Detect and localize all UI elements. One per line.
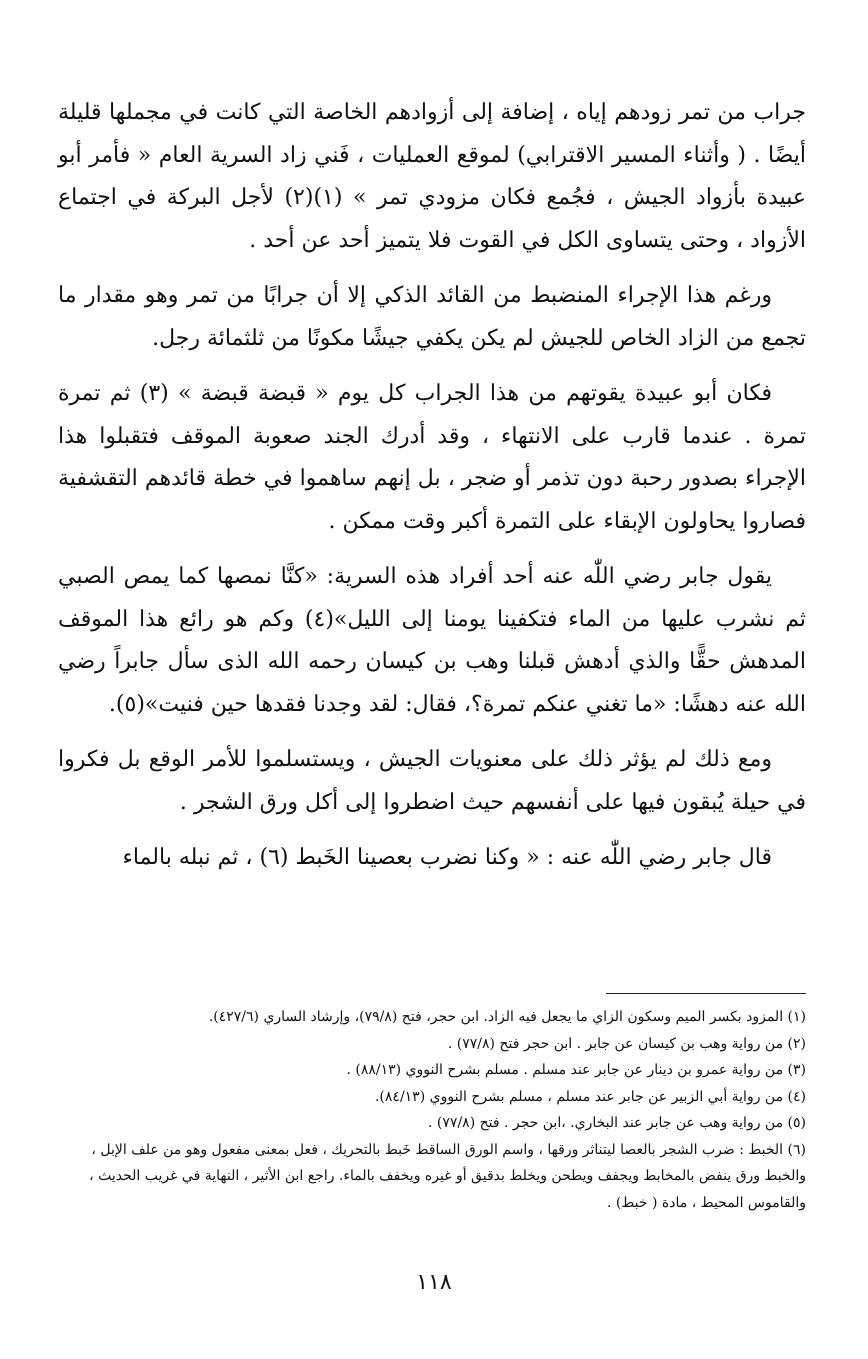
footnote-6: (٦) الخبط : ضرب الشجر بالعصا ليتناثر ورقها ، واسم الورق الساقط خَبط بالتحريك ، فعل بمعنى مفعول وهو من علف الإبل ، والخبط ورق ينفض بالمخابط ويجفف ويطحن ويخلط بدقيق أو غيره ويخفف بالماء. راجع ابن الأثير ، النهاية في غريب الحديث ، والقاموس المحيط ، مادة ( خبط) . <box>89 1141 806 1211</box>
paragraph-1: جراب من تمر زودهم إياه ، إضافة إلى أزوادهم الخاصة التي كانت في مجملها قليلة أيضًا . ( وأثناء المسير الاقترابي) لموقع العمليات ، فَني زاد السرية العام « فأمر أبو عبيدة بأزواد الجيش ، فجُمع فكان مزودي تمر » (١)(٢) لأجل البركة في اجتماع الأزواد ، وحتى يتساوى الكل في القوت فلا يتميز أحد عن أحد . <box>58 100 806 253</box>
page-number: ١١٨ <box>416 1270 452 1295</box>
paragraph-3: فكان أبو عبيدة يقوتهم من هذا الجراب كل يوم « قبضة قبضة » (٣) ثم تمرة تمرة . عندما قارب على الانتهاء ، وقد أدرك الجند صعوبة الموقف فتقبلوا هذا الإجراء بصدور رحبة دون تذمر أو ضجر ، بل إنهم ساهموا في خطة قائدهم التقشفية فصاروا يحاولون الإبقاء على التمرة أكبر وقت ممكن . <box>58 381 806 534</box>
footnote-3: (٣) من رواية عمرو بن دينار عن جابر عند مسلم . مسلم بشرح النووي (٨٨/١٣) . <box>346 1062 806 1078</box>
paragraph-2: ورغم هذا الإجراء المنضبط من القائد الذكي إلا أن جرابًا من تمر وهو مقدار ما تجمع من الزاد الخاص للجيش لم يكن يكفي جيشًا مكونًا من ثلثمائة رجل. <box>58 283 806 351</box>
footnote-divider <box>606 993 806 994</box>
paragraph-4: يقول جابر رضي اللّٰه عنه أحد أفراد هذه السرية: «كنَّا نمصها كما يمص الصبي ثم نشرب عليها من الماء فتكفينا يومنا إلى الليل»(٤) وكم هو رائع هذا الموقف المدهش حقًّا والذي أدهش قبلنا وهب بن كيسان رحمه الله الذى سأل جابراً رضي الله عنه دهشًا: «ما تغني عنكم تمرة؟، فقال: لقد وجدنا فقدها حين فنيت»(٥). <box>58 564 807 717</box>
footnote-4: (٤) من رواية أبي الزبير عن جابر عند مسلم ، مسلم بشرح النووي (٨٤/١٣). <box>374 1088 806 1105</box>
footnote-2: (٢) من رواية وهب بن كيسان عن جابر . ابن حجر فتح (٧٧/٨) . <box>447 1035 806 1052</box>
footnote-1: (١) المزود بكسر الميم وسكون الزاي ما يجعل فيه الزاد. ابن حجر، فتح (٧٩/٨)، وإرشاد الساري (٤٢٧/٦). <box>208 1009 806 1025</box>
paragraph-5: ومع ذلك لم يؤثر ذلك على معنويات الجيش ، ويستسلموا للأمر الوقع بل فكروا في حيلة يُبقون فيها على أنفسهم حيث اضطروا إلى أكل ورق الشجر . <box>58 747 806 815</box>
paragraph-6: قال جابر رضي اللّٰه عنه : « وكنا نضرب بعصينا الخَبط (٦) ، ثم نبله بالماء <box>122 845 772 870</box>
footnotes <box>58 1004 806 1216</box>
footnote-5: (٥) من رواية وهب عن جابر عند البخاري. ،ابن حجر . فتح (٧٧/٨) . <box>428 1115 806 1131</box>
main-text <box>58 92 806 893</box>
